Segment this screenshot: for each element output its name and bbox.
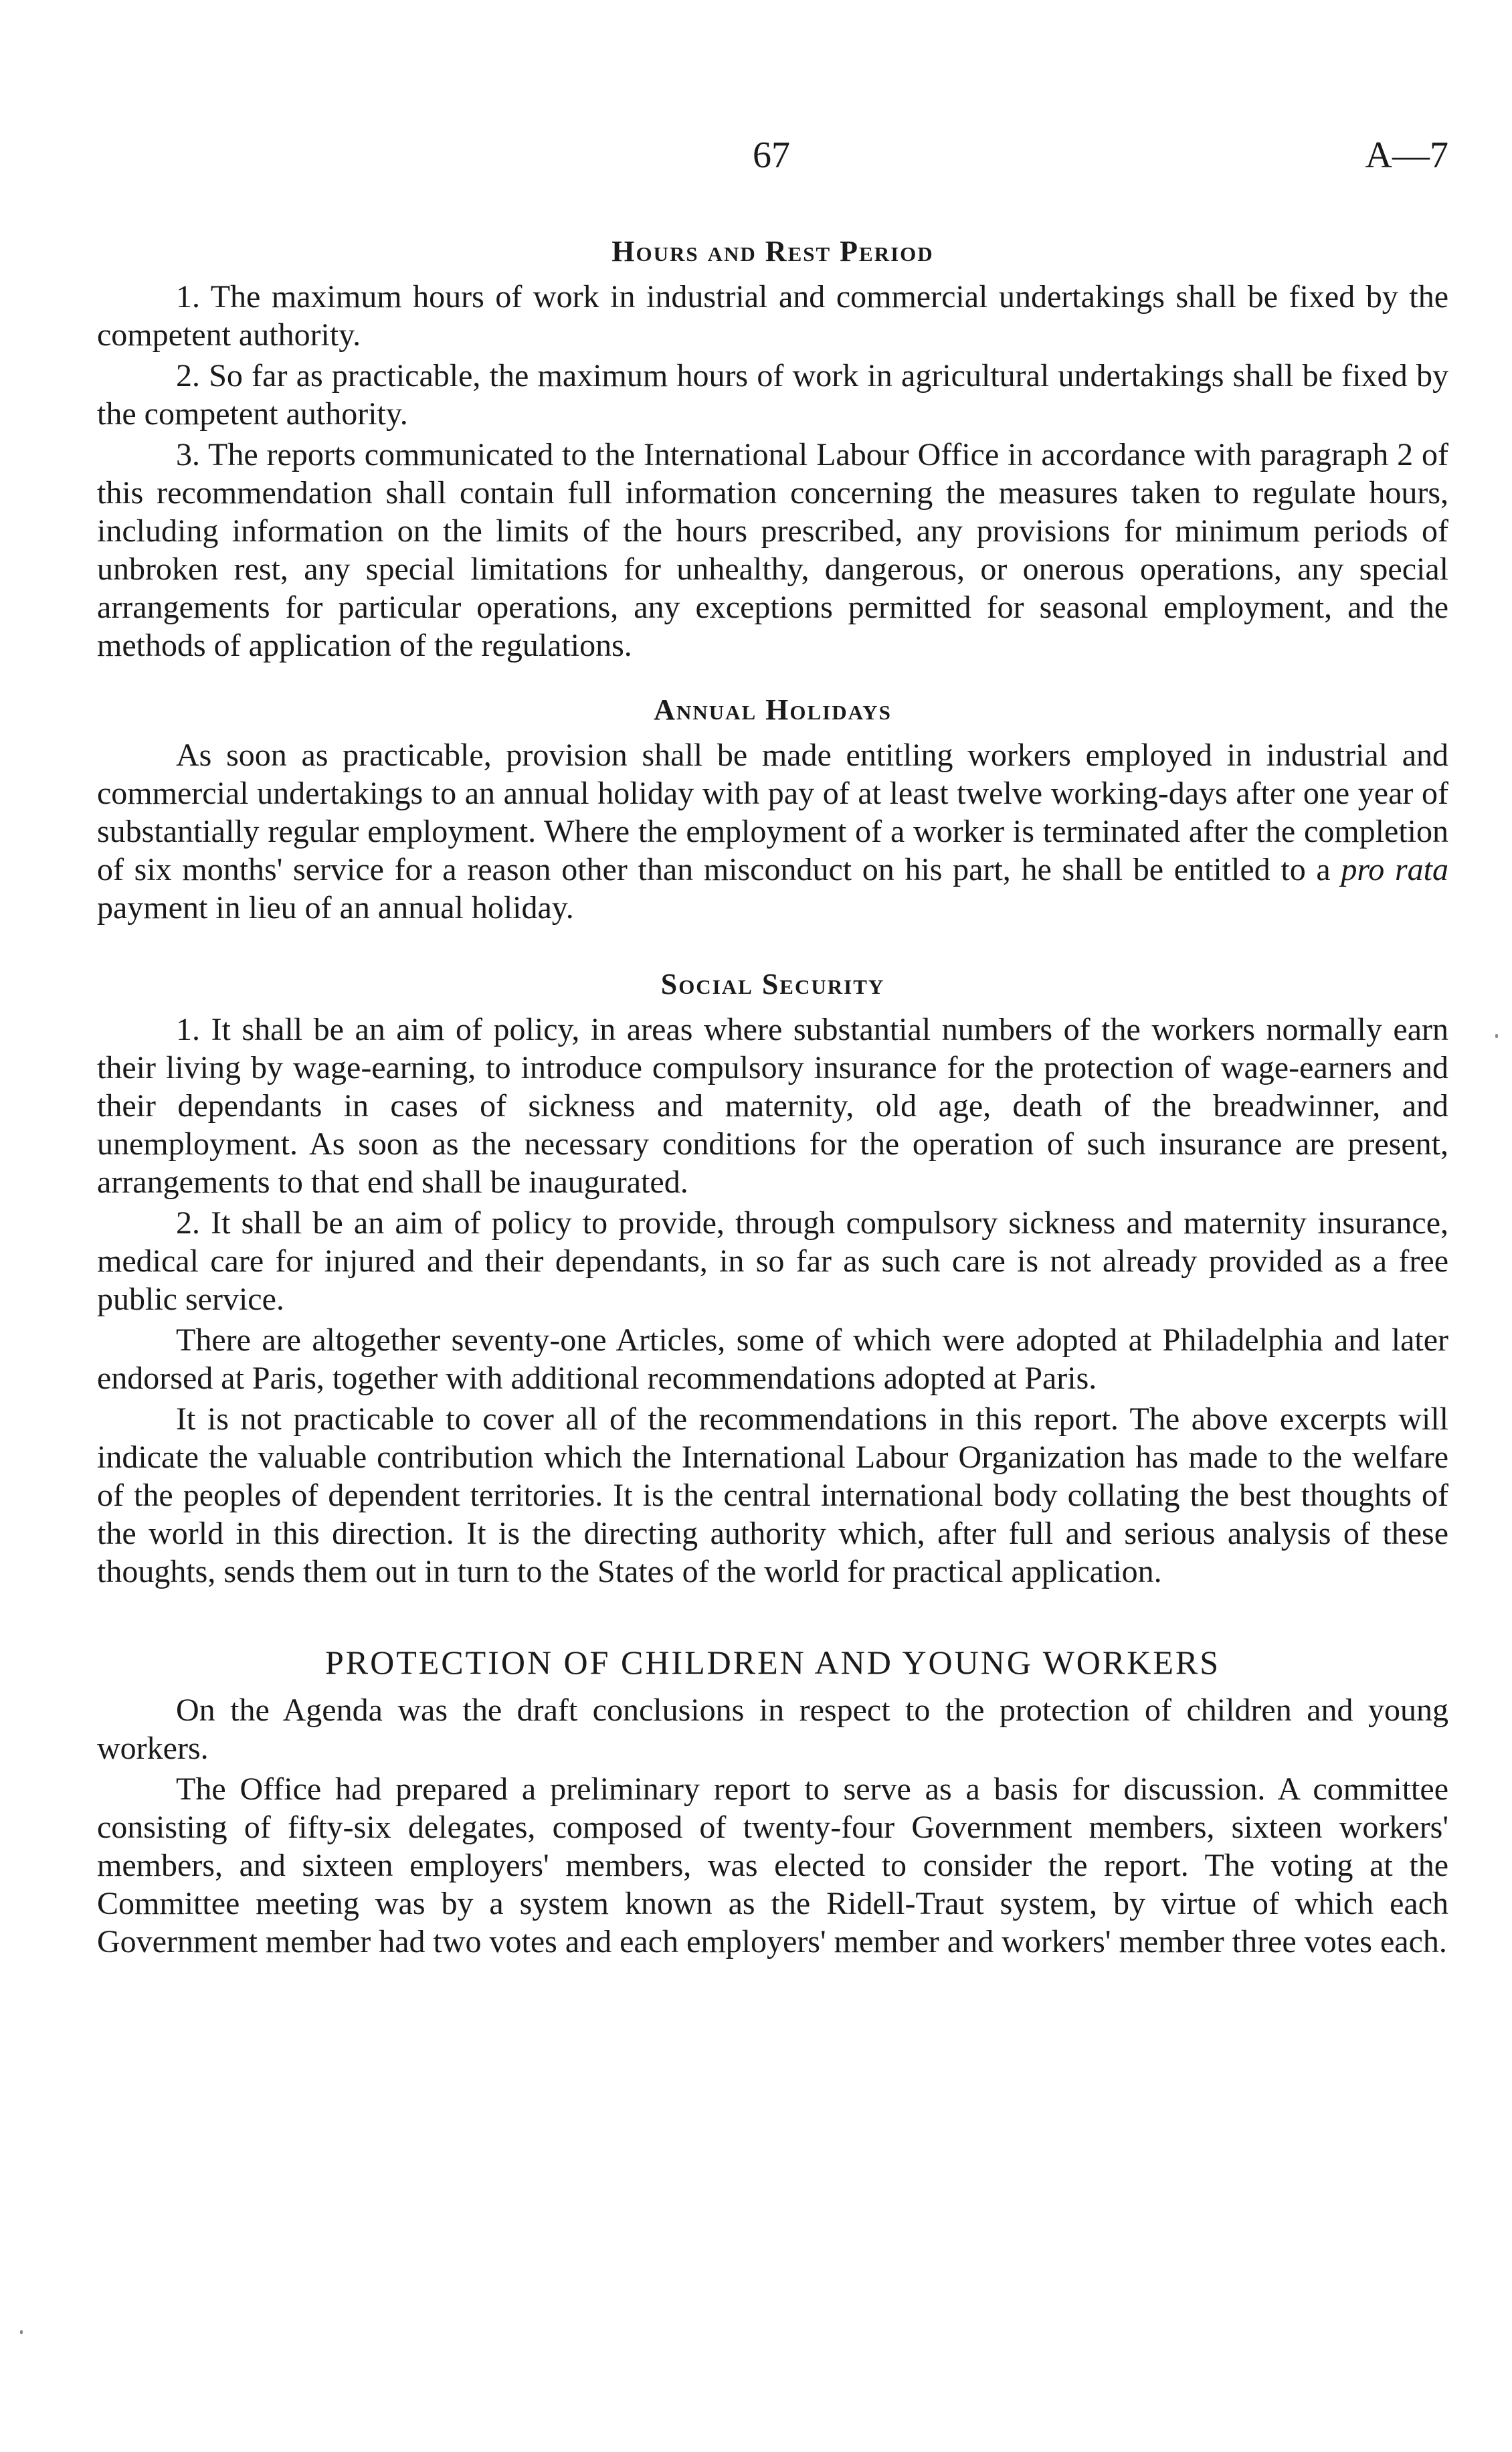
paragraph-hours-3: 3. The reports communicated to the International Labour Office in accordance with paragraph 2 of this recommendation shall contain full information concerning the measures taken to regulate hours, including information on the limits of the hours prescribed, any provisions for minimum periods of unbroken rest, any special limitations for unhealthy, dangerous, or onerous operations, any special arrangements for particular operations, any exceptions permitted for seasonal employment, and the methods of application of the regulations. [97,437,1448,663]
page-number: 67 [753,135,790,176]
scan-speck [1495,1034,1498,1038]
document-page [97,134,1448,1963]
paragraph-social-2: 2. It shall be an aim of policy to provide, through compulsory sickness and maternity insurance, medical care for injured and their dependants, in so far as such care is not already provided as a free public service. [97,1205,1448,1317]
paragraph-annual-holidays [97,736,1448,927]
heading-annual-holidays: Annual Holidays [654,693,892,726]
paragraph-children-2: The Office had prepared a preliminary report to serve as a basis for discussion. A committee consisting of fifty-six delegates, composed of twenty-four Government members, sixteen workers' members, and sixteen employers' members, was elected to consider the report. The voting at the Committee meeting was by a system known as the Ridell-Traut system, by virtue of which each Government member had two votes and each employers' member and workers' member three votes each. [97,1771,1448,1959]
paragraph-social-1: 1. It shall be an aim of policy, in areas where substantial numbers of the workers normally earn their living by wage-earning, to introduce compulsory insurance for the protection of wage-earners and their dependants in cases of sickness and maternity, old age, death of the breadwinner, and unemployment. As soon as the necessary conditions for the operation of such insurance are present, arrangements to that end shall be inaugurated. [97,1012,1448,1200]
holidays-text-part2: payment in lieu of an annual holiday. [97,890,574,926]
holidays-italic-term: pro rata [1341,852,1448,887]
document-reference: A—7 [1365,135,1448,176]
heading-hours-rest-period: Hours and Rest Period [611,235,934,268]
scan-speck [20,2330,23,2334]
paragraph-social-3: There are altogether seventy-one Articles, some of which were adopted at Philadelphia and later endorsed at Paris, together with additional recommendations adopted at Paris. [97,1322,1448,1396]
holidays-text-part1: As soon as practicable, provision shall be made entitling workers employed in industrial and commercial undertakings to an annual holiday with pay of at least twelve working-days after one year of substantially regular employment. Where the employment of a worker is terminated after the completion of six months' service for a reason other than misconduct on his part, he shall be entitled to a [97,737,1448,887]
paragraph-hours-1: 1. The maximum hours of work in industrial and commercial undertakings shall be fixed by the competent authority. [97,279,1448,353]
heading-protection-children: PROTECTION OF CHILDREN AND YOUNG WORKERS [324,1644,1221,1681]
paragraph-children-1: On the Agenda was the draft conclusions in respect to the protection of children and young workers. [97,1692,1448,1766]
page-header [97,134,1448,194]
paragraph-social-4: It is not practicable to cover all of the recommendations in this report. The above excerpts will indicate the valuable contribution which the International Labour Organization has made to the welfare of the peoples of dependent territories. It is the central international body collating the best thoughts of the world in this direction. It is the directing authority which, after full and serious analysis of these thoughts, sends them out in turn to the States of the world for practical application. [97,1401,1448,1589]
heading-social-security: Social Security [660,968,885,1000]
paragraph-hours-2: 2. So far as practicable, the maximum hours of work in agricultural undertakings shall be fixed by the competent authority. [97,358,1448,432]
